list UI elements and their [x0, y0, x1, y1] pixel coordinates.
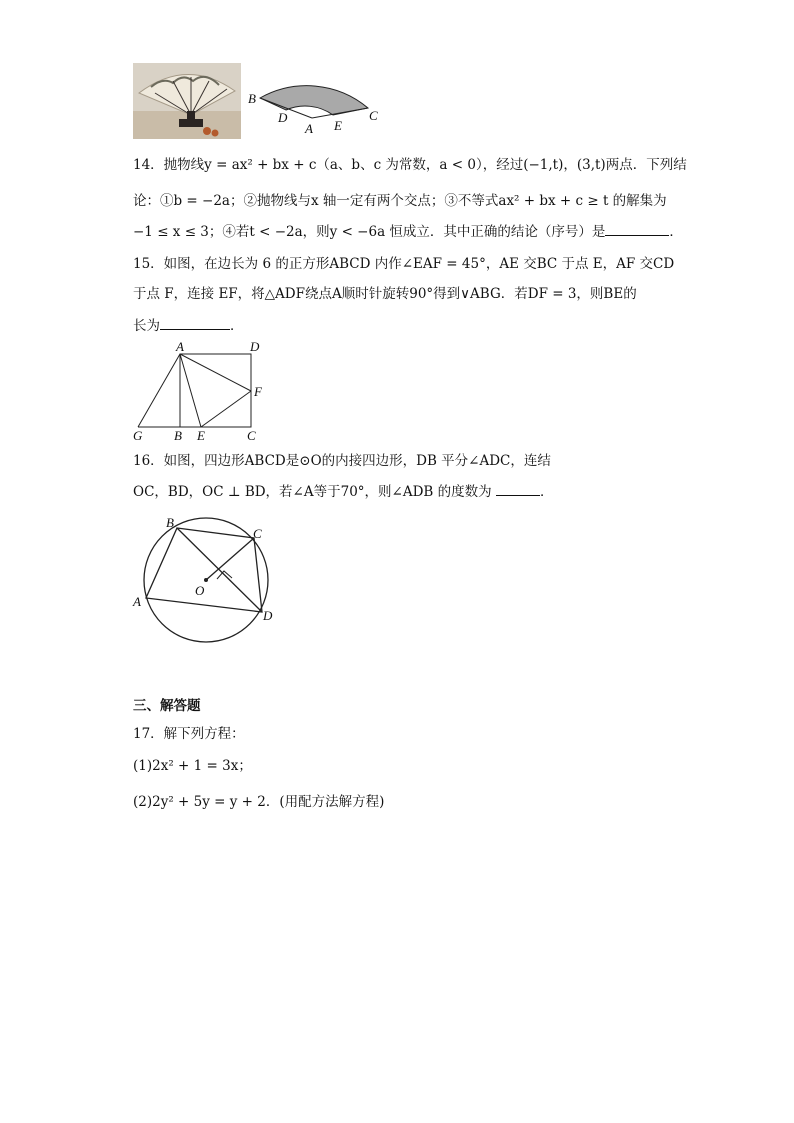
q14-line-1: 14．抛物线y = ax² + bx + c（a、b、c 为常数，a < 0），经过(−1,t)，(3,t)两点．下列结 [133, 157, 687, 173]
q16-line-2-text: OC，BD，OC ⊥ BD，若∠A等于70°，则∠ADB 的度数为 [133, 484, 492, 500]
q17-part-1: (1)2x² + 1 = 3x； [133, 758, 252, 774]
fan-label-a: A [305, 121, 313, 136]
circle-label-d: D [263, 608, 273, 623]
folding-fan-photo [133, 63, 241, 139]
circle-label-c: C [253, 526, 262, 541]
circle-label-b: B [166, 515, 174, 530]
square-label-d: D [250, 340, 260, 354]
q15-line-1: 15．如图，在边长为 6 的正方形ABCD 内作∠EAF = 45°，AE 交BC 于点 E，AF 交CD [133, 256, 675, 272]
circle-diagram [130, 512, 280, 647]
circle-label-a: A [133, 594, 141, 609]
fan-label-e: E [334, 118, 342, 133]
q15-answer-blank[interactable] [160, 317, 230, 330]
square-label-e: E [197, 428, 205, 443]
fan-label-c: C [369, 108, 378, 123]
q14-line-2: 论：①b = −2a；②抛物线与x 轴一定有两个交点；③不等式ax² + bx + c ≥ t 的解集为 [133, 193, 667, 209]
square-label-c: C [247, 428, 256, 443]
q17-stem: 17．解下列方程： [133, 726, 245, 742]
q16-answer-blank[interactable] [496, 483, 540, 496]
q15-line-3-end: ． [230, 318, 244, 334]
section-3-title: 三、解答题 [133, 698, 201, 714]
q14-line-3-text: −1 ≤ x ≤ 3；④若t < −2a，则y < −6a 恒成立．其中正确的结论（序号）是 [133, 224, 606, 240]
fan-label-d: D [278, 110, 288, 125]
q14-line-3-end: ． [669, 224, 683, 240]
q14-line-3 [133, 223, 683, 241]
fan-diagram [240, 60, 390, 140]
fan-label-b: B [248, 91, 256, 106]
q16-line-1: 16．如图，四边形ABCD是⊙O的内接四边形，DB 平分∠ADC，连结 [133, 453, 551, 469]
q16-line-2 [133, 483, 553, 501]
q16-line-2-end: ． [539, 484, 554, 500]
q15-line-2: 于点 F，连接 EF，将△ADF绕点A顺时针旋转90°得到∨ABG．若DF = 3，则BE的 [133, 286, 637, 302]
square-label-f: F [254, 384, 262, 399]
q17-part-2: (2)2y² + 5y = y + 2．(用配方法解方程) [133, 794, 385, 810]
circle-label-o: O [195, 583, 205, 598]
square-label-g: G [133, 428, 143, 443]
square-label-b: B [174, 428, 182, 443]
square-label-a: A [176, 340, 184, 354]
q15-line-3-text: 长为 [133, 318, 160, 334]
square-diagram [130, 340, 270, 445]
q15-line-3 [133, 317, 244, 335]
q14-answer-blank[interactable] [605, 223, 669, 236]
